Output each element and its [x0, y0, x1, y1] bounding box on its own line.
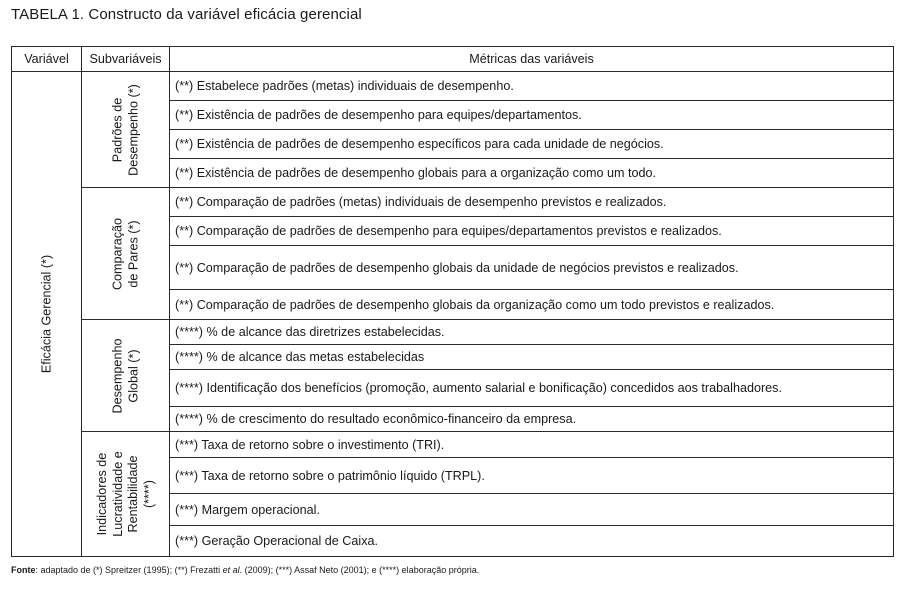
metric-cell: (****) Identificação dos benefícios (promoção, aumento salarial e bonificação) concedidos aos trabalhadores.: [170, 370, 894, 407]
source-text-b: . (2009); (***) Assaf Neto (2001); e (****) elaboração própria.: [239, 565, 480, 575]
subvariable-cell-indicadores: [82, 432, 170, 557]
construct-table: [11, 46, 894, 557]
subvariable-line: Desempenho: [110, 338, 124, 413]
subvariable-line: Lucratividade e: [110, 451, 124, 537]
subvariable-line: Comparação: [110, 217, 124, 290]
table-row: [12, 72, 894, 101]
metric-cell: (***) Geração Operacional de Caixa.: [170, 526, 894, 557]
variable-label: Eficácia Gerencial (*): [38, 254, 53, 374]
table-title: TABELA 1. Constructo da variável eficácia gerencial: [11, 6, 362, 23]
subvariable-cell-comparacao: [82, 188, 170, 320]
header-row: [12, 47, 894, 72]
subvariable-label-comparacao: [110, 217, 141, 289]
metric-cell: (**) Existência de padrões de desempenho para equipes/departamentos.: [170, 101, 894, 130]
subvariable-line: Global (*): [125, 348, 140, 403]
subvariable-line: Indicadores de: [94, 452, 109, 536]
subvariable-line: (****): [141, 480, 155, 509]
metric-cell: (***) Margem operacional.: [170, 494, 894, 526]
subvariable-cell-padroes: [82, 72, 170, 188]
table-row: [12, 188, 894, 217]
metric-cell: (**) Estabelece padrões (metas) individuais de desempenho.: [170, 72, 894, 101]
subvariable-line: de Pares (*): [125, 219, 140, 288]
source-label: Fonte: [11, 565, 36, 575]
metric-cell: (***) Taxa de retorno sobre o investimento (TRI).: [170, 432, 894, 458]
metric-cell: (**) Comparação de padrões de desempenho globais da unidade de negócios previstos e realizados.: [170, 246, 894, 290]
subvariable-label-desempenho-global: [110, 338, 141, 413]
subvariable-line: Desempenho (*): [125, 83, 140, 176]
subvariable-label-padroes: [110, 84, 141, 176]
metric-cell: (**) Existência de padrões de desempenho globais para a organização como um todo.: [170, 159, 894, 188]
metric-cell: (***) Taxa de retorno sobre o patrimônio líquido (TRPL).: [170, 458, 894, 494]
header-subvariaveis: Subvariáveis: [82, 47, 170, 72]
metric-cell: (**) Existência de padrões de desempenho específicos para cada unidade de negócios.: [170, 130, 894, 159]
header-metricas: Métricas das variáveis: [170, 47, 894, 72]
source-text-italic: et al: [222, 565, 240, 575]
header-variavel: Variável: [12, 47, 82, 72]
subvariable-line: Padrões de: [110, 97, 124, 162]
variable-cell: [12, 72, 82, 557]
table-row: [12, 432, 894, 458]
metric-cell: (**) Comparação de padrões de desempenho globais da organização como um todo previstos e realizados.: [170, 290, 894, 320]
subvariable-label-indicadores: [95, 451, 157, 536]
metric-cell: (****) % de alcance das metas estabelecidas: [170, 345, 894, 370]
source-text-a: : adaptado de (*) Spreitzer (1995); (**) Frezatti: [35, 565, 223, 575]
table-row: [12, 320, 894, 345]
metric-cell: (**) Comparação de padrões de desempenho para equipes/departamentos previstos e realizados.: [170, 217, 894, 246]
source-note: [11, 565, 479, 575]
subvariable-cell-desempenho-global: [82, 320, 170, 432]
metric-cell: (**) Comparação de padrões (metas) individuais de desempenho previstos e realizados.: [170, 188, 894, 217]
metric-cell: (****) % de alcance das diretrizes estabelecidas.: [170, 320, 894, 345]
metric-cell: (****) % de crescimento do resultado econômico-financeiro da empresa.: [170, 407, 894, 432]
subvariable-line: Rentabilidade: [125, 455, 140, 533]
